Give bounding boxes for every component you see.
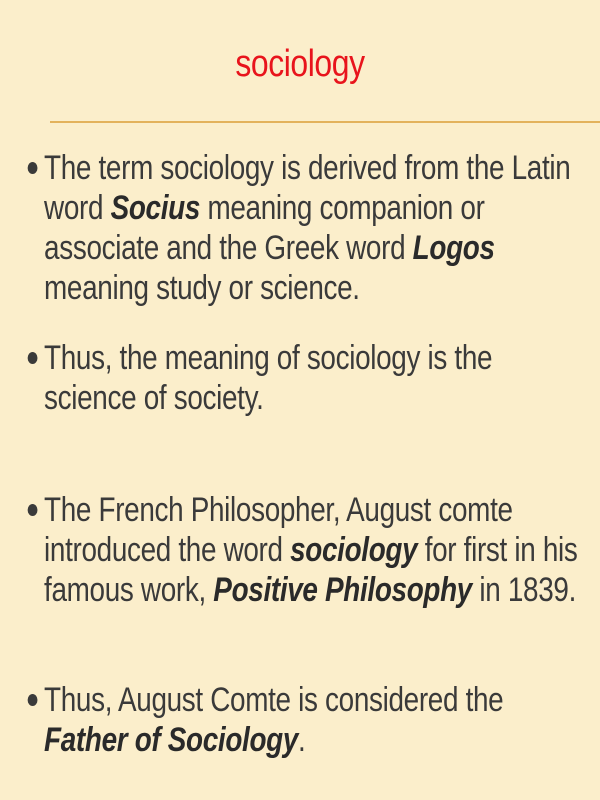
bullet-text: meaning companion or associate and the Greek word (44, 189, 485, 267)
bullet-text: Thus, the meaning of sociology is the science of society. (44, 339, 493, 417)
bullet-dot-icon (28, 162, 38, 174)
bullet-item (26, 148, 585, 308)
bullet-text: in 1839. (471, 571, 577, 609)
bullet-text: Thus, August Comte is considered the (44, 681, 504, 719)
slide-title: sociology (235, 43, 365, 85)
bullet-text: The term sociology is derived from the Latin word (44, 149, 571, 227)
bullet-item (26, 490, 585, 610)
bullet-text: . (298, 721, 306, 759)
bullet-dot-icon (28, 504, 38, 516)
emphasis-text: Father of Sociology (44, 721, 299, 759)
emphasis-text: sociology (290, 531, 418, 569)
bullet-dot-icon (28, 694, 38, 706)
bullet-item (26, 680, 585, 760)
emphasis-text: Logos (412, 229, 495, 267)
bullet-dot-icon (28, 352, 38, 364)
emphasis-text: Positive Philosophy (213, 571, 472, 609)
bullet-text: for first in his famous work, (44, 531, 578, 609)
bullet-text: The French Philosopher, August comte introduced the word (44, 491, 513, 569)
emphasis-text: Socius (110, 189, 201, 227)
bullet-item (26, 338, 585, 418)
title-divider (50, 121, 600, 123)
bullet-text: meaning study or science. (44, 269, 360, 307)
